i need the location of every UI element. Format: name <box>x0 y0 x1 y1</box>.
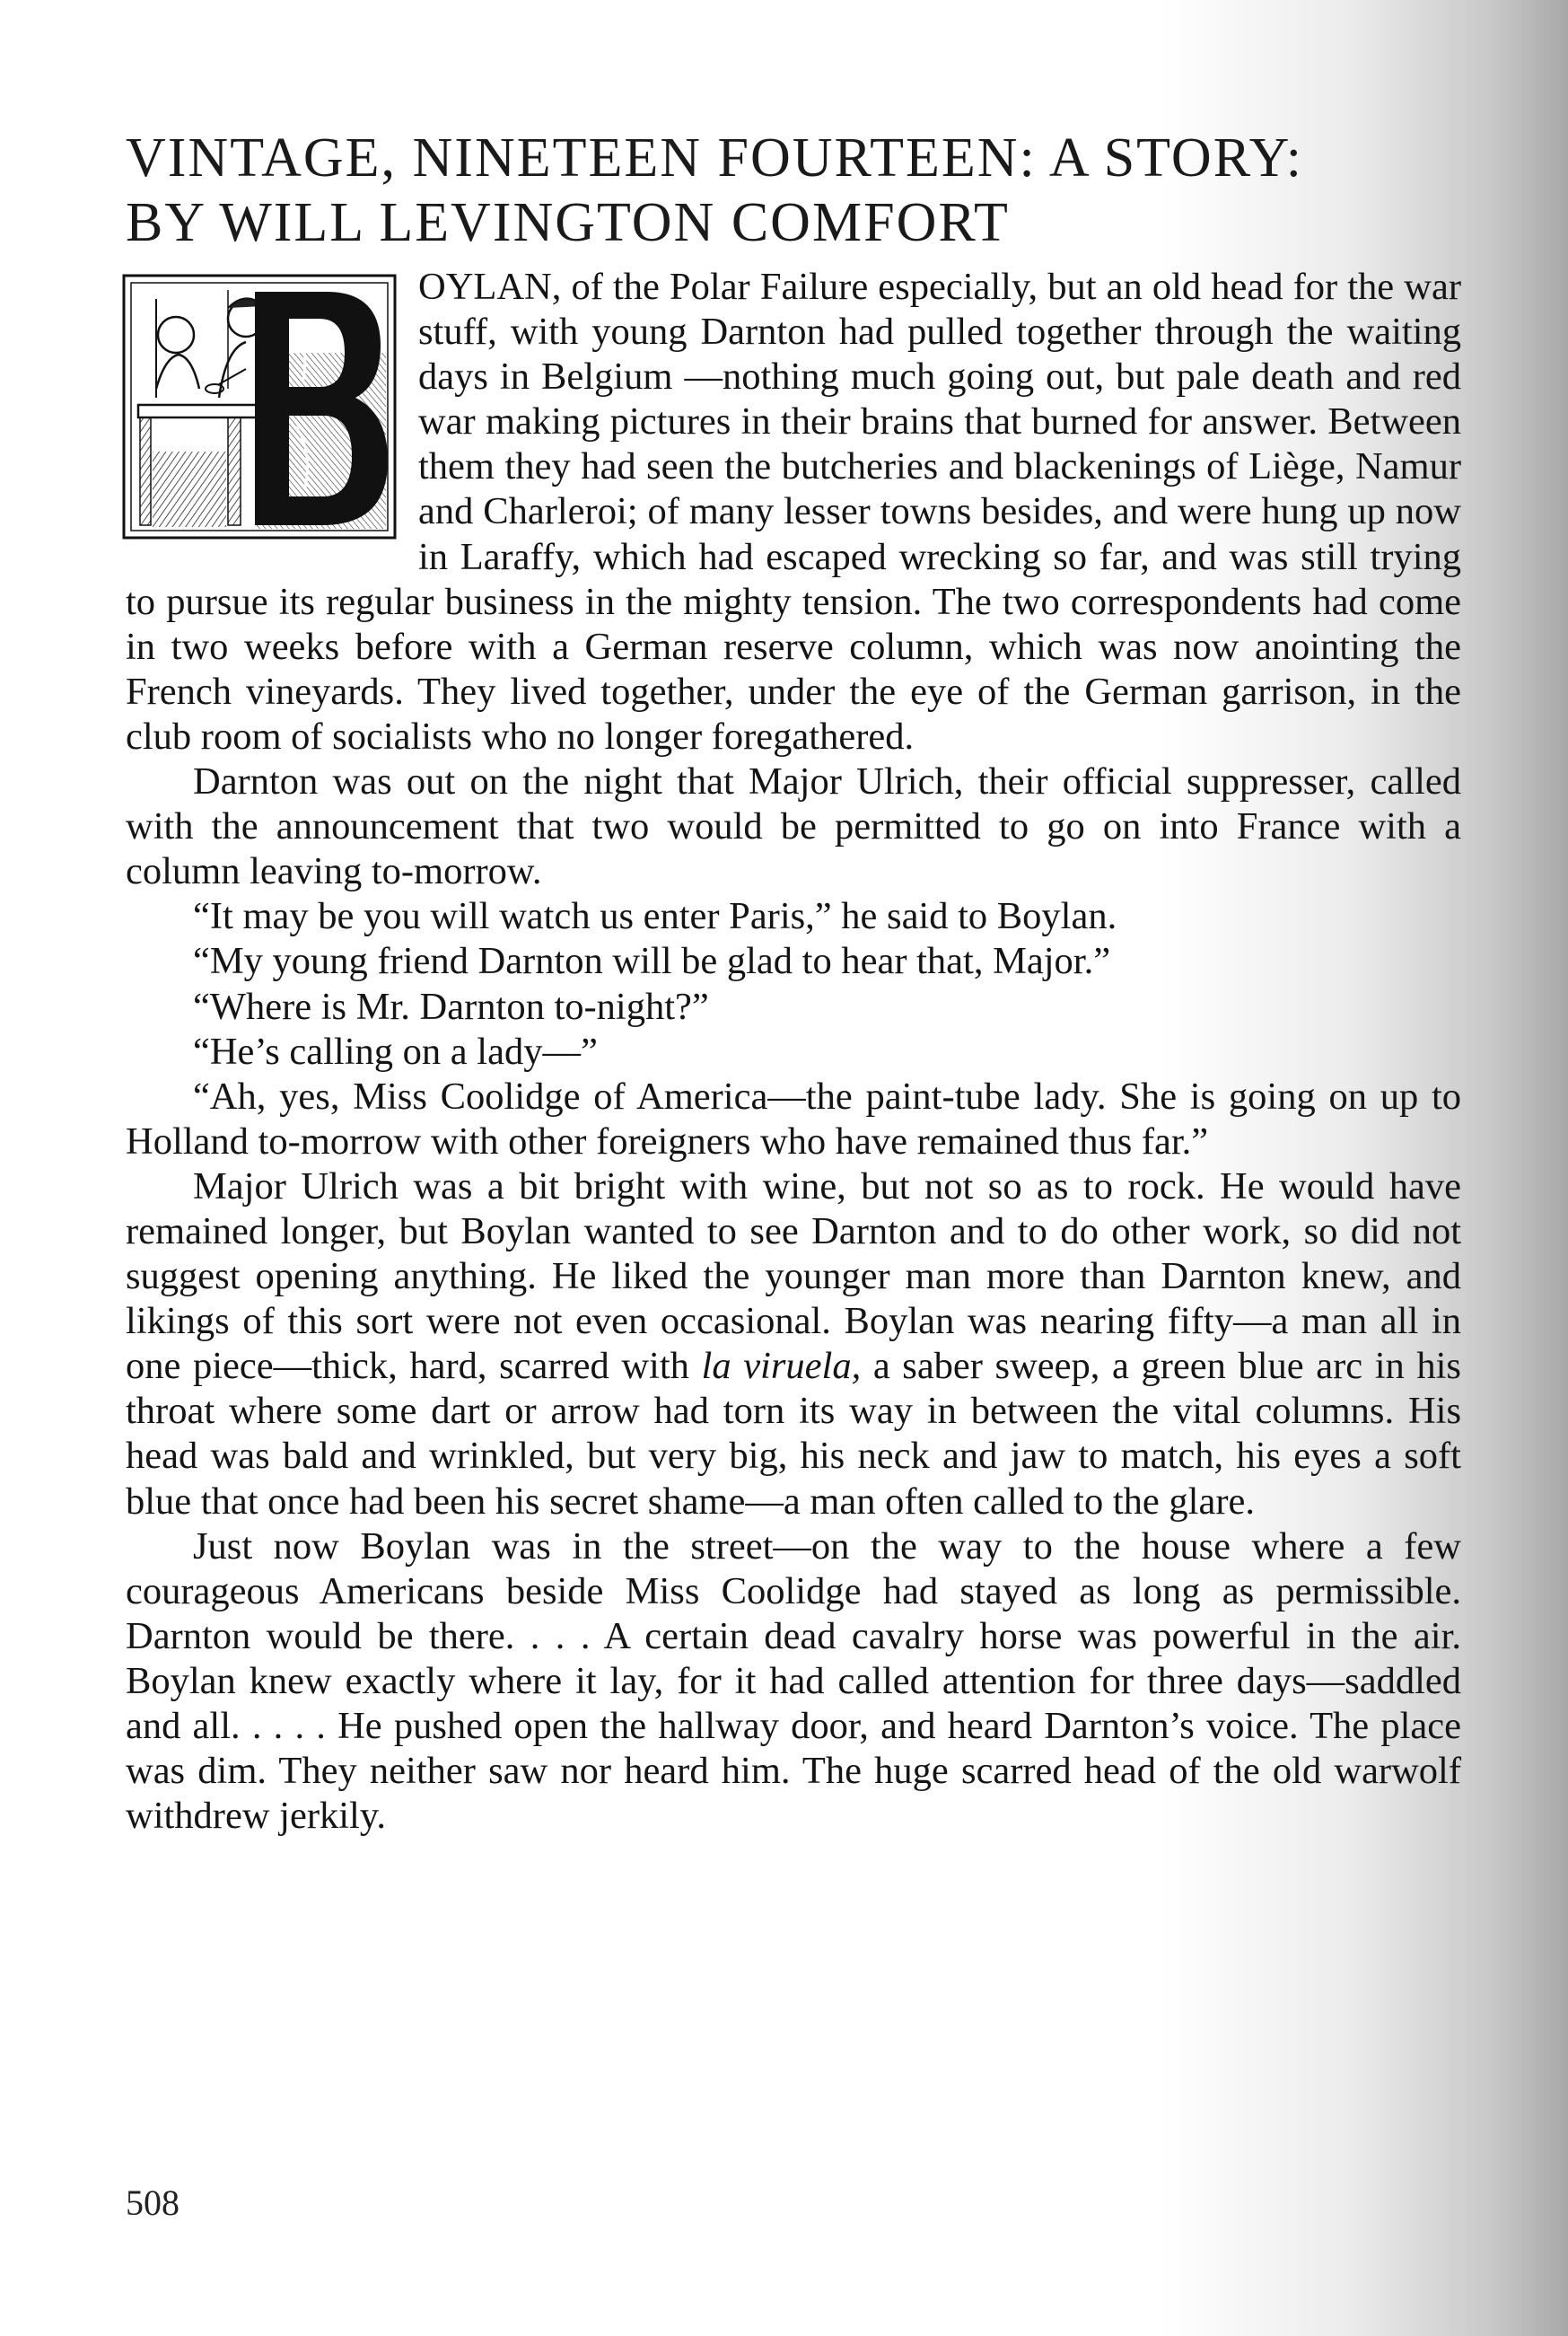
paragraph-1: OYLAN, of the Polar Failure especially, but an old head for the war stuff, with young Darnton had pulled together through the waiting days in Belgium —nothing much going out, but pale death and red war making pictures in their brains that burned for answer. Between them they had seen the butcheries and blackenings of Liège, Namur and Charleroi; of many lesser towns besides, and were hung up now in Laraffy, which had escaped wrecking so far, and was still trying to pursue its regular business in the mighty tension. The two correspondents had come in two weeks before with a German reserve column, which was now anointing the French vineyards. They lived together, under the eye of the German garrison, in the club room of socialists who no longer foregathered. <box>126 266 1461 758</box>
paragraph-8-text-b: a saber sweep, a green blue arc in his throat where some dart or arrow had torn its way in between the vital columns. His head was bald and wrinkled, but very big, his neck and jaw to match, his eyes a soft blue that once had been his secret shame—a man often called to the glare. <box>126 1345 1461 1523</box>
paragraph-8-text-a: Major Ulrich was a bit bright with wine, but not so as to rock. He would have remained longer, but Boylan wanted to see Darnton and to do other work, so did not suggest opening anything. He liked the younger man more than Darnton knew, and likings of this sort were not even occasional. Boylan was nearing fifty—a man all in one piece—thick, hard, scarred with <box>126 1164 1461 1388</box>
title-line-1: VINTAGE, NINETEEN FOURTEEN: A STORY: <box>126 127 1303 189</box>
title-line-2: BY WILL LEVINGTON COMFORT <box>126 192 1010 253</box>
paragraph-6: “He’s calling on a lady—” <box>193 1030 598 1073</box>
paragraph-5: “Where is Mr. Darnton to-night?” <box>193 985 709 1028</box>
paragraph-7: “Ah, yes, Miss Coolidge of America—the paint-tube lady. She is going on up to Holland to-morrow with other foreigners who have remained thus far.” <box>126 1075 1461 1163</box>
paragraph-4: “My young friend Darnton will be glad to hear that, Major.” <box>193 940 1111 983</box>
page-number: 508 <box>126 2182 180 2223</box>
paragraph-3: “It may be you will watch us enter Paris,” he said to Boylan. <box>193 895 1117 938</box>
story-title <box>126 126 1472 255</box>
illustrated-initial-icon <box>120 272 399 541</box>
story-body <box>126 265 1461 1839</box>
paragraph-8-italic: la viruela, <box>701 1345 862 1388</box>
paragraph-9: Just now Boylan was in the street—on the way to the house where a few courageous Americans beside Miss Coolidge had stayed as long as permissible. Darnton would be there. . . . A certain dead cavalry horse was powerful in the air. Boylan knew exactly where it lay, for it had called attention for three days—saddled and all. . . . . He pushed open the hallway door, and heard Darnton’s voice. The place was dim. They neither saw nor heard him. The huge scarred head of the old warwolf withdrew jerkily. <box>126 1524 1461 1838</box>
paragraph-8 <box>126 1164 1461 1524</box>
paragraph-2: Darnton was out on the night that Major Ulrich, their official suppresser, called with the announcement that two would be permitted to go on into France with a column leaving to-morrow. <box>126 760 1461 893</box>
